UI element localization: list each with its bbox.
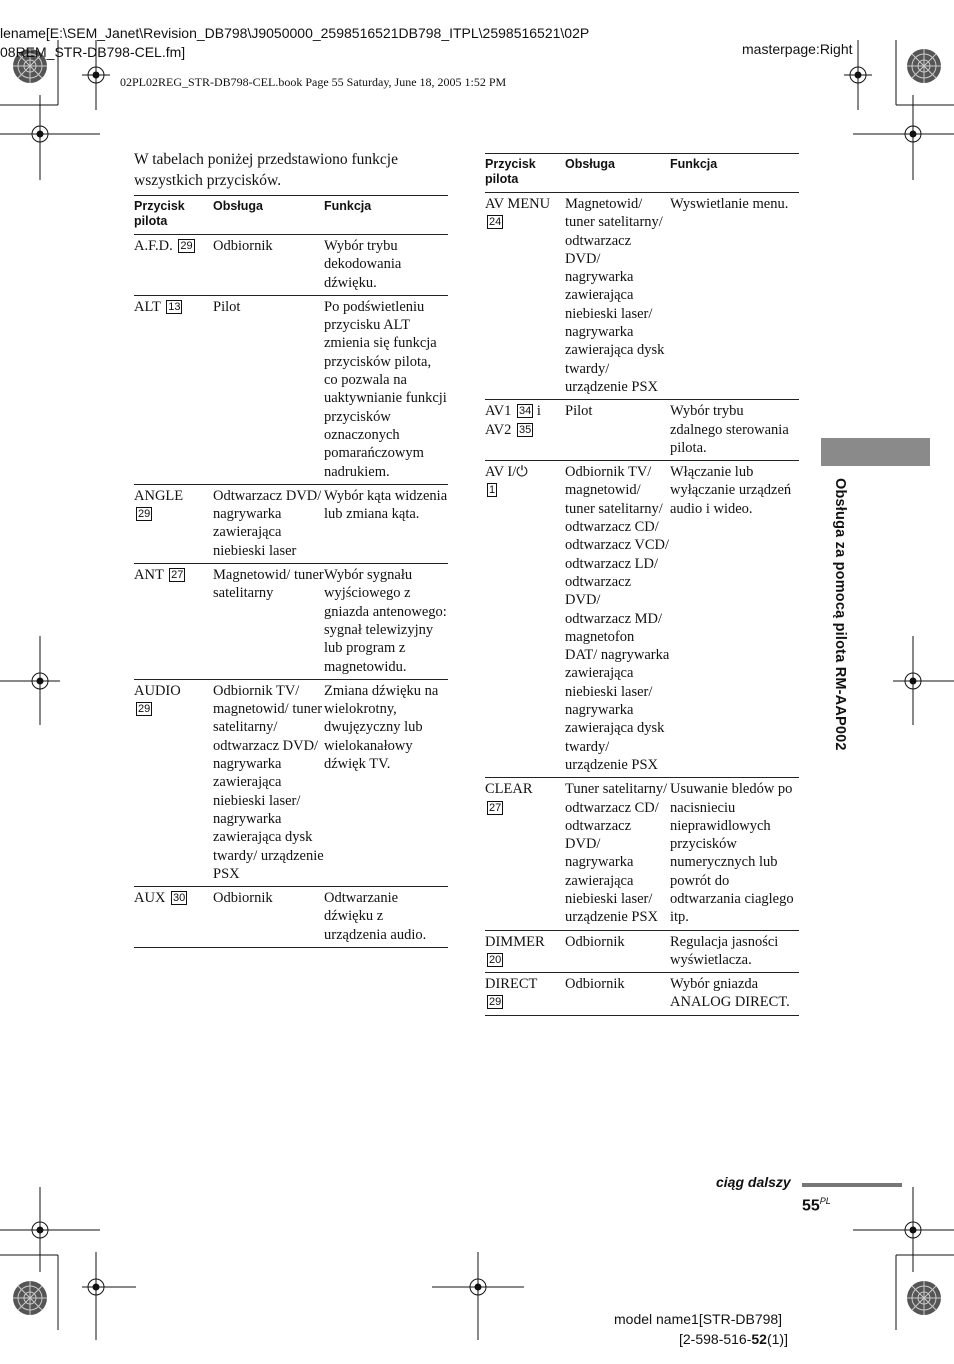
- function-cell: Wybór kąta widzenia lub zmiana kąta.: [324, 484, 448, 563]
- operation-cell: Odtwarzacz DVD/ nagrywarka zawierająca niebieski laser: [213, 484, 324, 563]
- reference-number-badge: 29: [489, 996, 502, 1009]
- continued-bar: [802, 1183, 902, 1187]
- button-cell: [485, 973, 565, 1016]
- operation-cell: Pilot: [213, 295, 324, 484]
- button-label: AV MENU: [485, 196, 551, 212]
- operation-cell: Odbiornik: [565, 973, 670, 1016]
- reference-number-badge: 29: [138, 508, 151, 521]
- model-line-1: model name1[STR-DB798]: [614, 1311, 783, 1327]
- operation-cell: Magnetowid/ tuner satelitarny/ odtwarzacz DVD/ nagrywarka zawierająca niebieski laser/ nagrywarka zawierająca dysk twardy/ urządzenie PSX: [565, 193, 670, 400]
- button-label: AUX: [134, 890, 166, 907]
- page-number: [802, 1196, 831, 1215]
- table-row: [134, 564, 448, 680]
- button-label: CLEAR: [485, 781, 533, 798]
- table-row: [134, 235, 448, 296]
- table-row: [485, 400, 799, 461]
- buttons-table-left: [134, 195, 448, 948]
- button-connector: i: [536, 403, 541, 420]
- model-line-2-post: (1)]: [766, 1331, 788, 1347]
- button-label: AV1: [485, 403, 512, 420]
- table-row: [485, 778, 799, 930]
- table-row: [134, 295, 448, 484]
- reference-number-badge: 29: [180, 240, 193, 252]
- table-row: [485, 930, 799, 973]
- reference-number-badge: 13: [168, 300, 181, 313]
- operation-cell: Magnetowid/ tuner satelitarny: [213, 564, 324, 680]
- function-cell: Wybór trybu dekodowania dźwięku.: [324, 235, 448, 296]
- reference-number-badge: 24: [489, 216, 502, 229]
- button-label: ANT: [134, 567, 164, 584]
- table-header-row: [134, 196, 448, 235]
- reference-number-badge: 27: [489, 801, 502, 814]
- column-header-button: Przycisk pilota: [134, 196, 213, 235]
- continued-label: ciąg dalszy: [716, 1174, 791, 1190]
- button-cell: [485, 461, 565, 778]
- model-line-2-bold: 52: [751, 1331, 767, 1347]
- function-cell: Usuwanie bledów po nacisnieciu nieprawidlowych przycisków numerycznych lub powrót do odtwarzania ciaglego itp.: [670, 778, 799, 930]
- column-header-button: Przycisk pilota: [485, 154, 565, 193]
- reference-number-badge: 35: [518, 423, 532, 436]
- button-label: DIRECT: [485, 976, 538, 993]
- model-line-2: [679, 1331, 788, 1347]
- function-cell: Włączanie lub wyłączanie urządzeń audio i wideo.: [670, 461, 799, 778]
- button-cell: [485, 930, 565, 973]
- reference-number-badge: 20: [489, 953, 502, 966]
- page-number-value: 55: [802, 1197, 820, 1215]
- button-cell: [485, 193, 565, 400]
- button-cell: [134, 887, 213, 948]
- button-label: AV I/⏻: [485, 464, 528, 481]
- table-row: [134, 887, 448, 948]
- reference-number-badge: 30: [173, 892, 186, 905]
- reference-number-badge: 27: [171, 569, 184, 582]
- masterpage-label: masterpage:Right: [742, 41, 853, 57]
- function-cell: Wyswietlanie menu.: [670, 193, 799, 400]
- model-line-2-pre: [2-598-516-: [679, 1331, 752, 1347]
- buttons-table-right: [485, 153, 799, 1016]
- operation-cell: Pilot: [565, 400, 670, 461]
- table-row: [134, 484, 448, 563]
- reference-number-badge: 29: [138, 703, 151, 716]
- function-cell: Wybór gniazda ANALOG DIRECT.: [670, 973, 799, 1016]
- function-cell: Wybór trybu zdalnego sterowania pilota.: [670, 400, 799, 461]
- button-label: ALT: [134, 298, 161, 315]
- reference-number-badge: 34: [518, 405, 532, 418]
- button-cell: [134, 484, 213, 563]
- filename-line-1: lename[E:\SEM_Janet\Revision_DB798\J9050000_2598516521DB798_ITPL\2598516521\02P: [0, 25, 590, 41]
- filename-header: [0, 24, 589, 62]
- table-row: [134, 679, 448, 886]
- column-header-function: Funkcja: [324, 196, 448, 235]
- button-label: A.F.D.: [134, 238, 173, 254]
- button-cell: [134, 564, 213, 680]
- function-cell: Regulacja jasności wyświetlacza.: [670, 930, 799, 973]
- operation-cell: Odbiornik TV/ magnetowid/ tuner satelitarny/ odtwarzacz DVD/ nagrywarka zawierająca niebieski laser/ nagrywarka zawierająca dysk twardy/ urządzenie PSX: [213, 679, 324, 886]
- function-cell: Po podświetleniu przycisku ALT zmienia się funkcja przycisków pilota, co pozwala na uaktywnianie funkcji przycisków oznaczonych pomarańczowym nadrukiem.: [324, 295, 448, 484]
- button-label: AUDIO: [134, 682, 181, 699]
- reference-number-badge: 1: [489, 484, 496, 497]
- button-cell: [485, 778, 565, 930]
- button-cell: [134, 295, 213, 484]
- page-number-suffix: PL: [819, 1196, 831, 1206]
- table-row: [485, 461, 799, 778]
- operation-cell: Odbiornik TV/ magnetowid/ tuner satelitarny/ odtwarzacz CD/ odtwarzacz VCD/ odtwarzacz LD/ odtwarzacz DVD/ odtwarzacz MD/ magnetofon DAT/ nagrywarka zawierająca niebieski laser/ nagrywarka zawierająca dysk twardy/ urządzenie PSX: [565, 461, 670, 778]
- operation-cell: Odbiornik: [213, 887, 324, 948]
- button-cell: [485, 400, 565, 461]
- section-tab: [821, 438, 930, 466]
- column-header-function: Funkcja: [670, 154, 799, 193]
- function-cell: Odtwarzanie dźwięku z urządzenia audio.: [324, 887, 448, 948]
- function-cell: Wybór sygnału wyjściowego z gniazda antenowego: sygnał telewizyjny lub program z magnetowidu.: [324, 564, 448, 680]
- button-cell: [134, 235, 213, 296]
- section-side-title: Obsługa za pomocą pilota RM-AAP002: [832, 478, 848, 751]
- intro-text: W tabelach poniżej przedstawiono funkcje wszystkich przycisków.: [134, 151, 398, 189]
- operation-cell: Odbiornik: [565, 930, 670, 973]
- book-info-line: 02PL02REG_STR-DB798-CEL.book Page 55 Saturday, June 18, 2005 1:52 PM: [120, 75, 507, 89]
- table-row: [485, 193, 799, 400]
- operation-cell: Tuner satelitarny/ odtwarzacz CD/ odtwarzacz DVD/ nagrywarka zawierająca niebieski laser/ urządzenie PSX: [565, 778, 670, 930]
- button-label: DIMMER: [485, 933, 545, 950]
- button-label-2: AV2: [485, 421, 512, 438]
- function-cell: Zmiana dźwięku na wielokrotny, dwujęzyczny lub wielokanałowy dźwięk TV.: [324, 679, 448, 886]
- column-header-operation: Obsługa: [565, 154, 670, 193]
- column-header-operation: Obsługa: [213, 196, 324, 235]
- table-row: [485, 973, 799, 1016]
- table-header-row: [485, 154, 799, 193]
- button-cell: [134, 679, 213, 886]
- button-label: ANGLE: [134, 487, 184, 504]
- operation-cell: Odbiornik: [213, 235, 324, 296]
- filename-line-2: 08REM_STR-DB798-CEL.fm]: [0, 44, 186, 60]
